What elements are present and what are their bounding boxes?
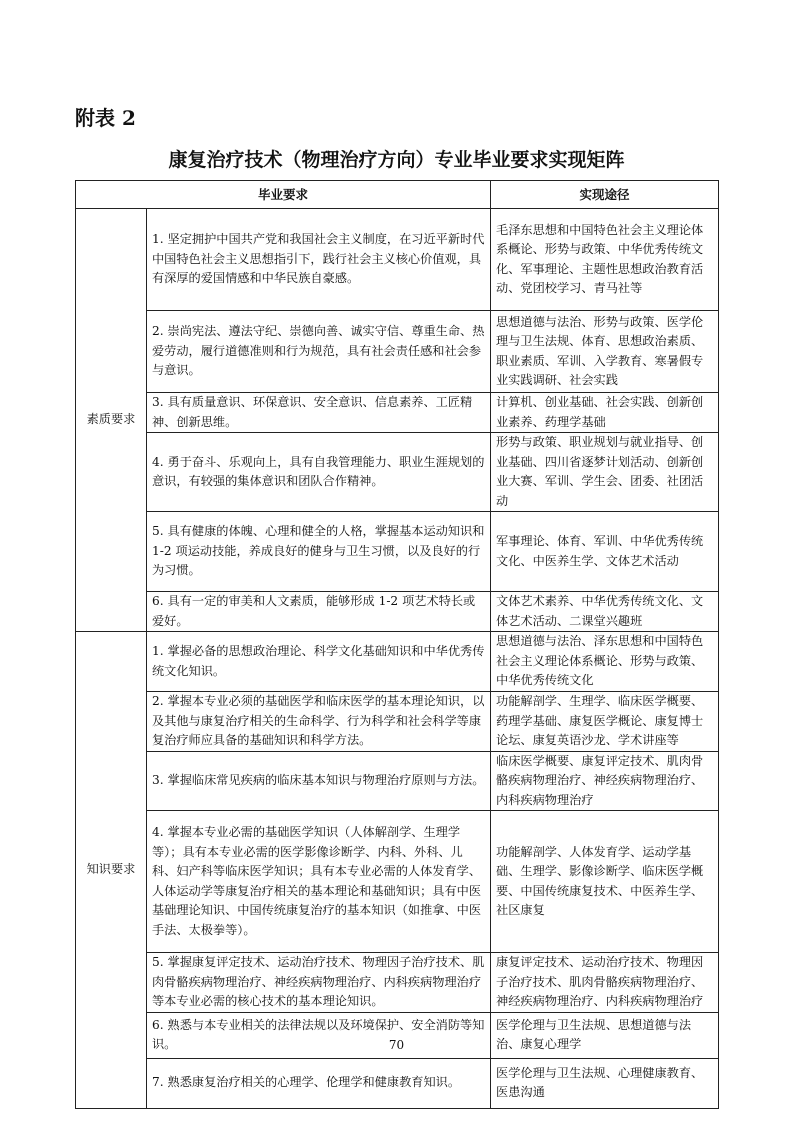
table-row (76, 632, 719, 692)
appendix-label: 附表 2 (75, 106, 136, 130)
table-row (76, 311, 719, 393)
approach-cell: 临床医学概要、康复评定技术、肌肉骨骼疾病物理治疗、神经疾病物理治疗、内科疾病物理治疗 (491, 751, 719, 811)
requirement-cell: 6. 熟悉与本专业相关的法律法规以及环境保护、安全消防等知识。 (147, 1012, 491, 1058)
category-cell: 素质要求 (76, 209, 147, 632)
approach-cell: 思想道德与法治、形势与政策、医学伦理与卫生法规、体育、思想政治素质、职业素质、军训、入学教育、寒暑假专业实践调研、社会实践 (491, 311, 719, 393)
requirement-cell: 3. 具有质量意识、环保意识、安全意识、信息素养、工匠精神、创新思维。 (147, 393, 491, 433)
table-row (76, 953, 719, 1013)
approach-cell: 文体艺术素养、中华优秀传统文化、文体艺术活动、二课堂兴趣班 (491, 592, 719, 632)
approach-cell: 计算机、创业基础、社会实践、创新创业素养、药理学基础 (491, 393, 719, 433)
table-row (76, 592, 719, 632)
table-row (76, 692, 719, 752)
approach-cell: 康复评定技术、运动治疗技术、物理因子治疗技术、肌肉骨骼疾病物理治疗、神经疾病物理治疗、内科疾病物理治疗 (491, 953, 719, 1013)
requirement-cell: 1. 掌握必备的思想政治理论、科学文化基础知识和中华优秀传统文化知识。 (147, 632, 491, 692)
page-number: 70 (388, 1038, 405, 1052)
approach-cell: 功能解剖学、人体发育学、运动学基础、生理学、影像诊断学、临床医学概要、中国传统康复技术、中医养生学、社区康复 (491, 811, 719, 953)
table-row (76, 209, 719, 311)
approach-cell: 形势与政策、职业规划与就业指导、创业基础、四川省逐梦计划活动、创新创业大赛、军训、学生会、团委、社团活动 (491, 433, 719, 512)
table-row (76, 393, 719, 433)
approach-cell: 毛泽东思想和中国特色社会主义理论体系概论、形势与政策、中华优秀传统文化、军事理论、主题性思想政治教育活动、党团校学习、青马社等 (491, 209, 719, 311)
table-row (76, 751, 719, 811)
graduation-requirements-matrix (75, 180, 719, 1109)
header-approach: 实现途径 (491, 181, 719, 209)
header-requirement: 毕业要求 (76, 181, 491, 209)
category-cell: 知识要求 (76, 632, 147, 1109)
requirement-cell: 2. 崇尚宪法、遵法守纪、崇德向善、诚实守信、尊重生命、热爱劳动，履行道德准则和行为规范，具有社会责任感和社会参与意识。 (147, 311, 491, 393)
approach-cell: 功能解剖学、生理学、临床医学概要、药理学基础、康复医学概论、康复博士论坛、康复英语沙龙、学术讲座等 (491, 692, 719, 752)
table-row (76, 433, 719, 512)
requirement-cell: 4. 掌握本专业必需的基础医学知识（人体解剖学、生理学等）；具有本专业必需的医学影像诊断学、内科、外科、儿科、妇产科等临床医学知识；具有本专业必需的人体发育学、人体运动学等康复治疗相关的基本理论和基础知识；具有中医基础理论知识、中国传统康复治疗的基本知识（如推拿、中医手法、太极拳等）。 (147, 811, 491, 953)
requirement-cell: 7. 熟悉康复治疗相关的心理学、伦理学和健康教育知识。 (147, 1058, 491, 1108)
approach-cell: 医学伦理与卫生法规、心理健康教育、医患沟通 (491, 1058, 719, 1108)
approach-cell: 医学伦理与卫生法规、思想道德与法治、康复心理学 (491, 1012, 719, 1058)
approach-cell: 军事理论、体育、军训、中华优秀传统文化、中医养生学、文体艺术活动 (491, 512, 719, 592)
requirement-cell: 2. 掌握本专业必须的基础医学和临床医学的基本理论知识，以及其他与康复治疗相关的生命科学、行为科学和社会科学等康复治疗师应具备的基础知识和科学方法。 (147, 692, 491, 752)
requirement-cell: 3. 掌握临床常见疾病的临床基本知识与物理治疗原则与方法。 (147, 751, 491, 811)
table-row (76, 1058, 719, 1108)
requirement-cell: 5. 掌握康复评定技术、运动治疗技术、物理因子治疗技术、肌肉骨骼疾病物理治疗、神经疾病物理治疗、内科疾病物理治疗等本专业必需的核心技术的基本理论知识。 (147, 953, 491, 1013)
table-header-row (76, 181, 719, 209)
approach-cell: 思想道德与法治、泽东思想和中国特色社会主义理论体系概论、形势与政策、中华优秀传统文化 (491, 632, 719, 692)
requirement-cell: 6. 具有一定的审美和人文素质，能够形成 1-2 项艺术特长或爱好。 (147, 592, 491, 632)
requirement-cell: 5. 具有健康的体魄、心理和健全的人格，掌握基本运动知识和 1-2 项运动技能，养成良好的健身与卫生习惯，以及良好的行为习惯。 (147, 512, 491, 592)
requirement-cell: 4. 勇于奋斗、乐观向上，具有自我管理能力、职业生涯规划的意识，有较强的集体意识和团队合作精神。 (147, 433, 491, 512)
table-row (76, 811, 719, 953)
page-title: 康复治疗技术（物理治疗方向）专业毕业要求实现矩阵 (168, 149, 625, 171)
table-row (76, 512, 719, 592)
requirement-cell: 1. 坚定拥护中国共产党和我国社会主义制度，在习近平新时代中国特色社会主义思想指引下，践行社会主义核心价值观，具有深厚的爱国情感和中华民族自豪感。 (147, 209, 491, 311)
